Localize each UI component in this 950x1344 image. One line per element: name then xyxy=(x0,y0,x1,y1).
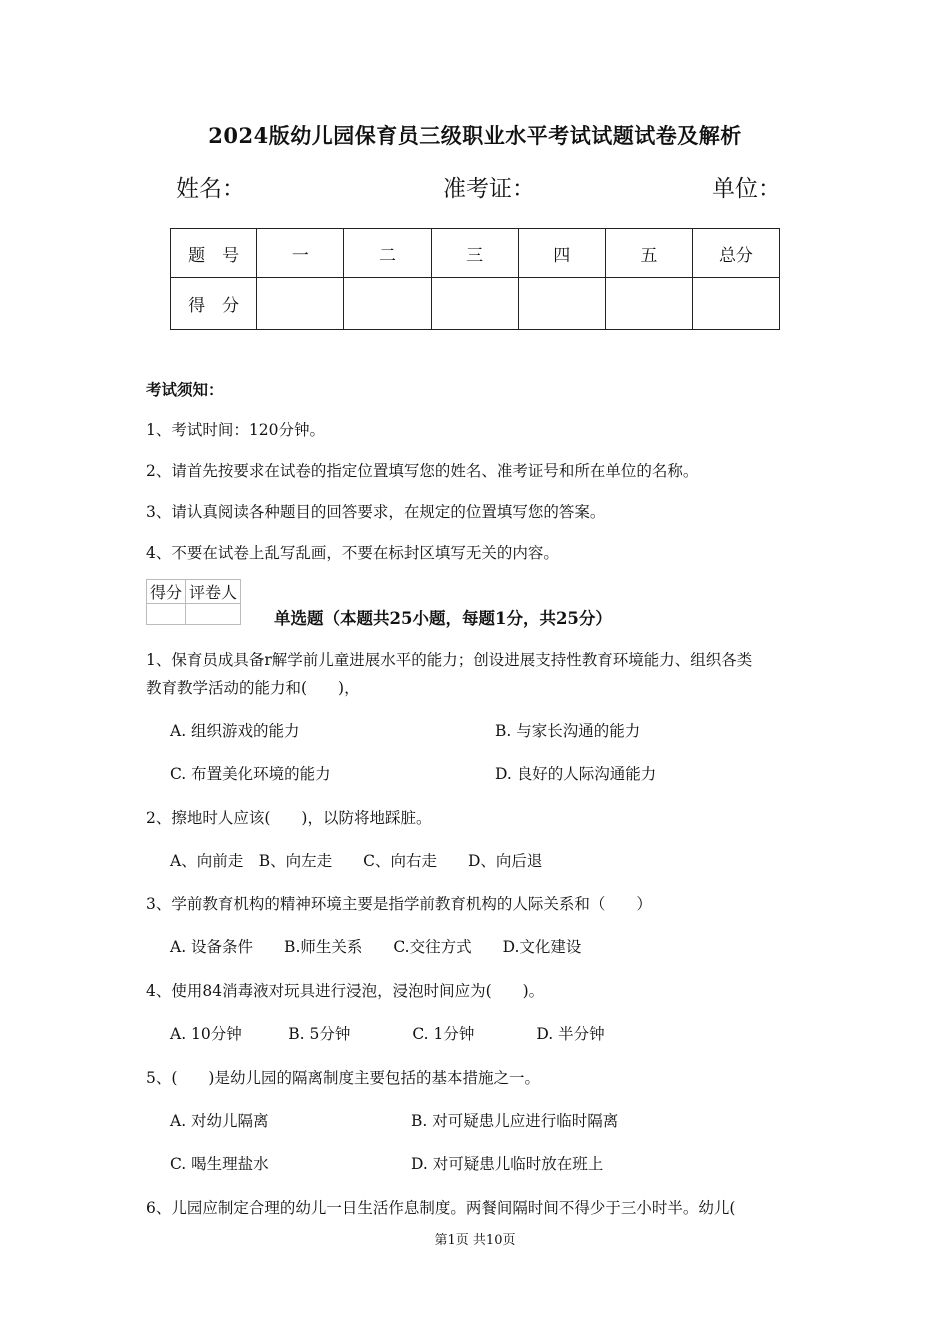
page-footer: 第1页 共10页 xyxy=(434,1233,516,1248)
question-1-option-d[interactable]: D. 良好的人际沟通能力 xyxy=(495,765,657,783)
question-5-stem: 5、( )是幼儿园的隔离制度主要包括的基本措施之一。 xyxy=(146,1069,540,1087)
score-table-header: 一 xyxy=(257,229,344,278)
score-table xyxy=(170,228,780,330)
question-1-option-b[interactable]: B. 与家长沟通的能力 xyxy=(495,722,641,740)
question-2-stem: 2、擦地时人应该( )，以防将地踩脏。 xyxy=(146,809,432,827)
question-3-stem: 3、学前教育机构的精神环境主要是指学前教育机构的人际关系和（ ） xyxy=(146,895,652,913)
notice-item: 1、考试时间：120分钟。 xyxy=(146,421,325,439)
name-field-label: 姓名： xyxy=(176,176,245,202)
question-4-options[interactable]: A. 10分钟 B. 5分钟 C. 1分钟 D. 半分钟 xyxy=(170,1025,605,1043)
score-cell[interactable] xyxy=(518,278,605,330)
score-table-header: 五 xyxy=(605,229,692,278)
question-5-option-a[interactable]: A. 对幼儿隔离 xyxy=(170,1112,269,1130)
question-5-option-b[interactable]: B. 对可疑患儿应进行临时隔离 xyxy=(411,1112,619,1130)
question-1-stem-line1: 1、保育员成具备r解学前儿童进展水平的能力；创设进展支持性教育环境能力、组织各类 xyxy=(146,651,753,669)
score-table-header: 三 xyxy=(431,229,518,278)
grader-box-grader-label: 评卷人 xyxy=(186,580,241,604)
score-cell[interactable] xyxy=(431,278,518,330)
unit-field-label: 单位： xyxy=(712,176,781,202)
page-title: 2024版幼儿园保育员三级职业水平考试试题试卷及解析 xyxy=(208,123,742,148)
notice-heading: 考试须知： xyxy=(146,380,224,399)
question-6-stem: 6、儿园应制定合理的幼儿一日生活作息制度。两餐间隔时间不得少于三小时半。幼儿( xyxy=(146,1199,736,1217)
score-cell[interactable] xyxy=(692,278,779,330)
score-table-header: 题 号 xyxy=(171,229,257,278)
notice-item: 2、请首先按要求在试卷的指定位置填写您的姓名、准考证号和所在单位的名称。 xyxy=(146,462,699,480)
score-table-row-label: 得 分 xyxy=(171,278,257,330)
question-1-stem-line2: 教育教学活动的能力和( )， xyxy=(146,679,360,697)
question-4-stem: 4、使用84消毒液对玩具进行浸泡，浸泡时间应为( )。 xyxy=(146,982,545,1000)
score-table-header: 四 xyxy=(518,229,605,278)
score-cell[interactable] xyxy=(605,278,692,330)
question-1-option-a[interactable]: A. 组织游戏的能力 xyxy=(170,722,300,740)
score-cell[interactable] xyxy=(257,278,344,330)
score-table-header-row xyxy=(171,229,780,278)
question-5-option-c[interactable]: C. 喝生理盐水 xyxy=(170,1155,269,1173)
grader-box xyxy=(146,579,241,625)
exam-id-field-label: 准考证： xyxy=(443,176,535,202)
question-3-options[interactable]: A. 设备条件 B.师生关系 C.交往方式 D.文化建设 xyxy=(170,938,582,956)
question-1-option-c[interactable]: C. 布置美化环境的能力 xyxy=(170,765,331,783)
grader-box-score-cell[interactable] xyxy=(147,604,186,625)
score-table-score-row xyxy=(171,278,780,330)
notice-item: 4、不要在试卷上乱写乱画，不要在标封区填写无关的内容。 xyxy=(146,544,559,562)
score-table-header: 二 xyxy=(344,229,431,278)
question-2-options[interactable]: A、向前走 B、向左走 C、向右走 D、向后退 xyxy=(170,852,543,870)
section-title: 单选题（本题共25小题，每题1分，共25分） xyxy=(274,609,612,628)
score-table-header: 总分 xyxy=(692,229,779,278)
question-5-option-d[interactable]: D. 对可疑患儿临时放在班上 xyxy=(411,1155,604,1173)
notice-item: 3、请认真阅读各种题目的回答要求，在规定的位置填写您的答案。 xyxy=(146,503,606,521)
grader-box-score-label: 得分 xyxy=(147,580,186,604)
grader-box-grader-cell[interactable] xyxy=(186,604,241,625)
score-cell[interactable] xyxy=(344,278,431,330)
